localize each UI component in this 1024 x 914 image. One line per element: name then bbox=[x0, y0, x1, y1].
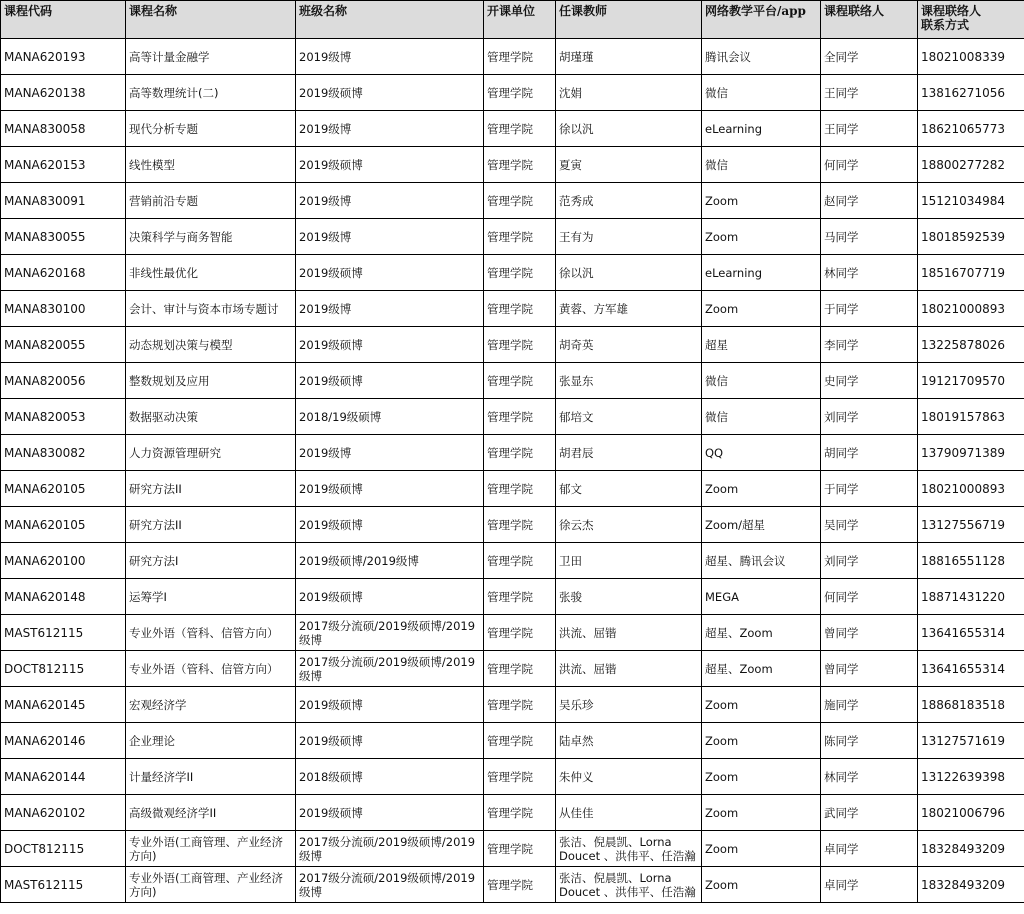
course-code-cell: MANA620146 bbox=[1, 723, 126, 759]
course-code-cell: MANA620100 bbox=[1, 543, 126, 579]
class-name-cell: 2019级硕博 bbox=[296, 327, 484, 363]
platform-cell: eLearning bbox=[702, 255, 821, 291]
contact-phone-cell: 18328493209 bbox=[918, 867, 1024, 903]
platform-cell: Zoom/超星 bbox=[702, 507, 821, 543]
platform-cell: Zoom bbox=[702, 471, 821, 507]
table-row bbox=[1, 795, 1024, 831]
table-row bbox=[1, 759, 1024, 795]
table-row bbox=[1, 471, 1024, 507]
contact-cell: 李同学 bbox=[821, 327, 918, 363]
course-name-cell: 运筹学I bbox=[126, 579, 296, 615]
platform-cell: 超星、腾讯会议 bbox=[702, 543, 821, 579]
platform-cell: eLearning bbox=[702, 111, 821, 147]
contact-cell: 刘同学 bbox=[821, 399, 918, 435]
platform-cell: Zoom bbox=[702, 867, 821, 903]
course-name-cell: 计量经济学II bbox=[126, 759, 296, 795]
course-name-cell: 专业外语（管科、信管方向） bbox=[126, 651, 296, 687]
contact-phone-cell: 13641655314 bbox=[918, 615, 1024, 651]
class-name-cell: 2017级分流硕/2019级硕博/2019级博 bbox=[296, 831, 484, 867]
platform-cell: 腾讯会议 bbox=[702, 39, 821, 75]
class-name-cell: 2017级分流硕/2019级硕博/2019级博 bbox=[296, 651, 484, 687]
platform-cell: Zoom bbox=[702, 831, 821, 867]
class-name-cell: 2019级博 bbox=[296, 183, 484, 219]
header-class-name: 班级名称 bbox=[296, 1, 484, 39]
course-code-cell: MANA620148 bbox=[1, 579, 126, 615]
table-row bbox=[1, 111, 1024, 147]
teacher-cell: 吴乐珍 bbox=[556, 687, 702, 723]
contact-phone-cell: 15121034984 bbox=[918, 183, 1024, 219]
contact-phone-cell: 19121709570 bbox=[918, 363, 1024, 399]
contact-cell: 何同学 bbox=[821, 147, 918, 183]
teacher-cell: 陆卓然 bbox=[556, 723, 702, 759]
course-name-cell: 高级微观经济学II bbox=[126, 795, 296, 831]
course-name-cell: 高等计量金融学 bbox=[126, 39, 296, 75]
department-cell: 管理学院 bbox=[484, 291, 556, 327]
course-code-cell: MAST612115 bbox=[1, 867, 126, 903]
header-course-code: 课程代码 bbox=[1, 1, 126, 39]
contact-cell: 林同学 bbox=[821, 759, 918, 795]
class-name-cell: 2019级博 bbox=[296, 39, 484, 75]
class-name-cell: 2019级硕博 bbox=[296, 795, 484, 831]
contact-phone-cell: 18328493209 bbox=[918, 831, 1024, 867]
table-row bbox=[1, 507, 1024, 543]
department-cell: 管理学院 bbox=[484, 435, 556, 471]
table-row bbox=[1, 291, 1024, 327]
teacher-cell: 夏寅 bbox=[556, 147, 702, 183]
course-name-cell: 高等数理统计(二) bbox=[126, 75, 296, 111]
contact-phone-cell: 18018592539 bbox=[918, 219, 1024, 255]
contact-cell: 胡同学 bbox=[821, 435, 918, 471]
class-name-cell: 2019级硕博 bbox=[296, 363, 484, 399]
course-code-cell: MANA820055 bbox=[1, 327, 126, 363]
teacher-cell: 徐以汎 bbox=[556, 255, 702, 291]
course-code-cell: MANA620144 bbox=[1, 759, 126, 795]
table-row bbox=[1, 435, 1024, 471]
contact-phone-cell: 13641655314 bbox=[918, 651, 1024, 687]
table-row bbox=[1, 327, 1024, 363]
table-row bbox=[1, 831, 1024, 867]
class-name-cell: 2019级硕博 bbox=[296, 723, 484, 759]
course-code-cell: MAST612115 bbox=[1, 615, 126, 651]
contact-cell: 全同学 bbox=[821, 39, 918, 75]
course-name-cell: 专业外语(工商管理、产业经济方向) bbox=[126, 831, 296, 867]
platform-cell: 超星 bbox=[702, 327, 821, 363]
contact-phone-cell: 18021006796 bbox=[918, 795, 1024, 831]
department-cell: 管理学院 bbox=[484, 111, 556, 147]
course-code-cell: MANA830100 bbox=[1, 291, 126, 327]
contact-cell: 何同学 bbox=[821, 579, 918, 615]
department-cell: 管理学院 bbox=[484, 183, 556, 219]
contact-phone-cell: 18800277282 bbox=[918, 147, 1024, 183]
contact-cell: 刘同学 bbox=[821, 543, 918, 579]
table-row bbox=[1, 543, 1024, 579]
class-name-cell: 2019级博 bbox=[296, 435, 484, 471]
course-code-cell: MANA830082 bbox=[1, 435, 126, 471]
contact-phone-cell: 18621065773 bbox=[918, 111, 1024, 147]
class-name-cell: 2019级硕博 bbox=[296, 75, 484, 111]
teacher-cell: 朱仲义 bbox=[556, 759, 702, 795]
teacher-cell: 张洁、倪晨凯、Lorna Doucet 、洪伟平、任浩瀚 bbox=[556, 831, 702, 867]
table-row bbox=[1, 183, 1024, 219]
table-row bbox=[1, 579, 1024, 615]
table-row bbox=[1, 399, 1024, 435]
department-cell: 管理学院 bbox=[484, 147, 556, 183]
contact-cell: 武同学 bbox=[821, 795, 918, 831]
teacher-cell: 徐云杰 bbox=[556, 507, 702, 543]
department-cell: 管理学院 bbox=[484, 723, 556, 759]
table-row bbox=[1, 147, 1024, 183]
contact-phone-cell: 18021008339 bbox=[918, 39, 1024, 75]
course-code-cell: MANA820056 bbox=[1, 363, 126, 399]
platform-cell: 微信 bbox=[702, 363, 821, 399]
course-name-cell: 会计、审计与资本市场专题讨 bbox=[126, 291, 296, 327]
table-row bbox=[1, 39, 1024, 75]
contact-cell: 曾同学 bbox=[821, 615, 918, 651]
class-name-cell: 2017级分流硕/2019级硕博/2019级博 bbox=[296, 615, 484, 651]
class-name-cell: 2019级硕博 bbox=[296, 471, 484, 507]
course-code-cell: MANA620105 bbox=[1, 471, 126, 507]
course-name-cell: 营销前沿专题 bbox=[126, 183, 296, 219]
department-cell: 管理学院 bbox=[484, 579, 556, 615]
platform-cell: 微信 bbox=[702, 147, 821, 183]
class-name-cell: 2019级硕博 bbox=[296, 255, 484, 291]
contact-cell: 林同学 bbox=[821, 255, 918, 291]
contact-phone-cell: 18871431220 bbox=[918, 579, 1024, 615]
course-code-cell: MANA830055 bbox=[1, 219, 126, 255]
contact-cell: 史同学 bbox=[821, 363, 918, 399]
course-name-cell: 线性模型 bbox=[126, 147, 296, 183]
contact-phone-cell: 18816551128 bbox=[918, 543, 1024, 579]
contact-phone-cell: 13790971389 bbox=[918, 435, 1024, 471]
contact-phone-cell: 18868183518 bbox=[918, 687, 1024, 723]
course-name-cell: 非线性最优化 bbox=[126, 255, 296, 291]
table-row bbox=[1, 687, 1024, 723]
class-name-cell: 2019级硕博 bbox=[296, 147, 484, 183]
course-name-cell: 宏观经济学 bbox=[126, 687, 296, 723]
class-name-cell: 2017级分流硕/2019级硕博/2019级博 bbox=[296, 867, 484, 903]
course-code-cell: MANA820053 bbox=[1, 399, 126, 435]
teacher-cell: 郁文 bbox=[556, 471, 702, 507]
course-code-cell: DOCT812115 bbox=[1, 831, 126, 867]
department-cell: 管理学院 bbox=[484, 219, 556, 255]
course-code-cell: MANA830091 bbox=[1, 183, 126, 219]
contact-cell: 于同学 bbox=[821, 291, 918, 327]
class-name-cell: 2019级博 bbox=[296, 291, 484, 327]
department-cell: 管理学院 bbox=[484, 543, 556, 579]
teacher-cell: 郁培文 bbox=[556, 399, 702, 435]
platform-cell: Zoom bbox=[702, 291, 821, 327]
teacher-cell: 张洁、倪晨凯、Lorna Doucet 、洪伟平、任浩瀚 bbox=[556, 867, 702, 903]
contact-cell: 卓同学 bbox=[821, 867, 918, 903]
department-cell: 管理学院 bbox=[484, 471, 556, 507]
course-code-cell: MANA620193 bbox=[1, 39, 126, 75]
teacher-cell: 范秀成 bbox=[556, 183, 702, 219]
department-cell: 管理学院 bbox=[484, 39, 556, 75]
contact-cell: 王同学 bbox=[821, 111, 918, 147]
contact-cell: 施同学 bbox=[821, 687, 918, 723]
table-row bbox=[1, 255, 1024, 291]
platform-cell: 超星、Zoom bbox=[702, 615, 821, 651]
class-name-cell: 2018级硕博 bbox=[296, 759, 484, 795]
class-name-cell: 2019级博 bbox=[296, 111, 484, 147]
course-name-cell: 动态规划决策与模型 bbox=[126, 327, 296, 363]
department-cell: 管理学院 bbox=[484, 651, 556, 687]
course-name-cell: 研究方法I bbox=[126, 543, 296, 579]
contact-cell: 曾同学 bbox=[821, 651, 918, 687]
contact-phone-cell: 13122639398 bbox=[918, 759, 1024, 795]
class-name-cell: 2019级硕博 bbox=[296, 687, 484, 723]
header-contact-phone: 课程联络人 联系方式 bbox=[918, 1, 1024, 39]
course-code-cell: MANA620105 bbox=[1, 507, 126, 543]
header-course-name: 课程名称 bbox=[126, 1, 296, 39]
class-name-cell: 2018/19级硕博 bbox=[296, 399, 484, 435]
contact-cell: 马同学 bbox=[821, 219, 918, 255]
course-name-cell: 专业外语(工商管理、产业经济方向) bbox=[126, 867, 296, 903]
table-row bbox=[1, 723, 1024, 759]
platform-cell: 微信 bbox=[702, 399, 821, 435]
contact-phone-cell: 13127571619 bbox=[918, 723, 1024, 759]
teacher-cell: 胡君辰 bbox=[556, 435, 702, 471]
table-row bbox=[1, 75, 1024, 111]
teacher-cell: 黄蓉、方军雄 bbox=[556, 291, 702, 327]
platform-cell: Zoom bbox=[702, 759, 821, 795]
department-cell: 管理学院 bbox=[484, 687, 556, 723]
course-name-cell: 研究方法II bbox=[126, 507, 296, 543]
contact-phone-cell: 18021000893 bbox=[918, 471, 1024, 507]
course-name-cell: 人力资源管理研究 bbox=[126, 435, 296, 471]
platform-cell: 超星、Zoom bbox=[702, 651, 821, 687]
course-name-cell: 专业外语（管科、信管方向） bbox=[126, 615, 296, 651]
teacher-cell: 徐以汎 bbox=[556, 111, 702, 147]
course-code-cell: MANA620145 bbox=[1, 687, 126, 723]
teacher-cell: 洪流、屈锴 bbox=[556, 615, 702, 651]
department-cell: 管理学院 bbox=[484, 867, 556, 903]
contact-cell: 赵同学 bbox=[821, 183, 918, 219]
course-code-cell: MANA620168 bbox=[1, 255, 126, 291]
department-cell: 管理学院 bbox=[484, 363, 556, 399]
platform-cell: Zoom bbox=[702, 687, 821, 723]
platform-cell: Zoom bbox=[702, 219, 821, 255]
teacher-cell: 卫田 bbox=[556, 543, 702, 579]
teacher-cell: 洪流、屈锴 bbox=[556, 651, 702, 687]
contact-cell: 吴同学 bbox=[821, 507, 918, 543]
contact-phone-cell: 13225878026 bbox=[918, 327, 1024, 363]
department-cell: 管理学院 bbox=[484, 831, 556, 867]
teacher-cell: 沈娟 bbox=[556, 75, 702, 111]
contact-phone-cell: 18021000893 bbox=[918, 291, 1024, 327]
department-cell: 管理学院 bbox=[484, 255, 556, 291]
table-row bbox=[1, 219, 1024, 255]
class-name-cell: 2019级硕博 bbox=[296, 579, 484, 615]
teacher-cell: 张骏 bbox=[556, 579, 702, 615]
course-code-cell: MANA830058 bbox=[1, 111, 126, 147]
header-department: 开课单位 bbox=[484, 1, 556, 39]
class-name-cell: 2019级博 bbox=[296, 219, 484, 255]
table-row bbox=[1, 615, 1024, 651]
contact-phone-cell: 13816271056 bbox=[918, 75, 1024, 111]
teacher-cell: 王有为 bbox=[556, 219, 702, 255]
contact-phone-cell: 18019157863 bbox=[918, 399, 1024, 435]
department-cell: 管理学院 bbox=[484, 759, 556, 795]
contact-cell: 于同学 bbox=[821, 471, 918, 507]
table-row bbox=[1, 651, 1024, 687]
platform-cell: Zoom bbox=[702, 723, 821, 759]
header-row bbox=[1, 1, 1024, 39]
platform-cell: Zoom bbox=[702, 183, 821, 219]
course-code-cell: MANA620153 bbox=[1, 147, 126, 183]
contact-cell: 陈同学 bbox=[821, 723, 918, 759]
platform-cell: MEGA bbox=[702, 579, 821, 615]
header-teacher: 任课教师 bbox=[556, 1, 702, 39]
class-name-cell: 2019级硕博 bbox=[296, 507, 484, 543]
department-cell: 管理学院 bbox=[484, 75, 556, 111]
department-cell: 管理学院 bbox=[484, 399, 556, 435]
department-cell: 管理学院 bbox=[484, 615, 556, 651]
course-name-cell: 现代分析专题 bbox=[126, 111, 296, 147]
class-name-cell: 2019级硕博/2019级博 bbox=[296, 543, 484, 579]
contact-phone-cell: 18516707719 bbox=[918, 255, 1024, 291]
contact-cell: 卓同学 bbox=[821, 831, 918, 867]
contact-phone-cell: 13127556719 bbox=[918, 507, 1024, 543]
teacher-cell: 胡奇英 bbox=[556, 327, 702, 363]
course-name-cell: 数据驱动决策 bbox=[126, 399, 296, 435]
department-cell: 管理学院 bbox=[484, 507, 556, 543]
course-code-cell: MANA620138 bbox=[1, 75, 126, 111]
course-code-cell: MANA620102 bbox=[1, 795, 126, 831]
course-name-cell: 研究方法II bbox=[126, 471, 296, 507]
teacher-cell: 从佳佳 bbox=[556, 795, 702, 831]
teacher-cell: 胡瑾瑾 bbox=[556, 39, 702, 75]
teacher-cell: 张显东 bbox=[556, 363, 702, 399]
contact-cell: 王同学 bbox=[821, 75, 918, 111]
table-row bbox=[1, 363, 1024, 399]
course-code-cell: DOCT812115 bbox=[1, 651, 126, 687]
platform-cell: 微信 bbox=[702, 75, 821, 111]
course-name-cell: 决策科学与商务智能 bbox=[126, 219, 296, 255]
course-name-cell: 企业理论 bbox=[126, 723, 296, 759]
platform-cell: QQ bbox=[702, 435, 821, 471]
table-row bbox=[1, 867, 1024, 903]
header-contact: 课程联络人 bbox=[821, 1, 918, 39]
course-name-cell: 整数规划及应用 bbox=[126, 363, 296, 399]
department-cell: 管理学院 bbox=[484, 795, 556, 831]
header-platform: 网络教学平台/app bbox=[702, 1, 821, 39]
platform-cell: Zoom bbox=[702, 795, 821, 831]
department-cell: 管理学院 bbox=[484, 327, 556, 363]
